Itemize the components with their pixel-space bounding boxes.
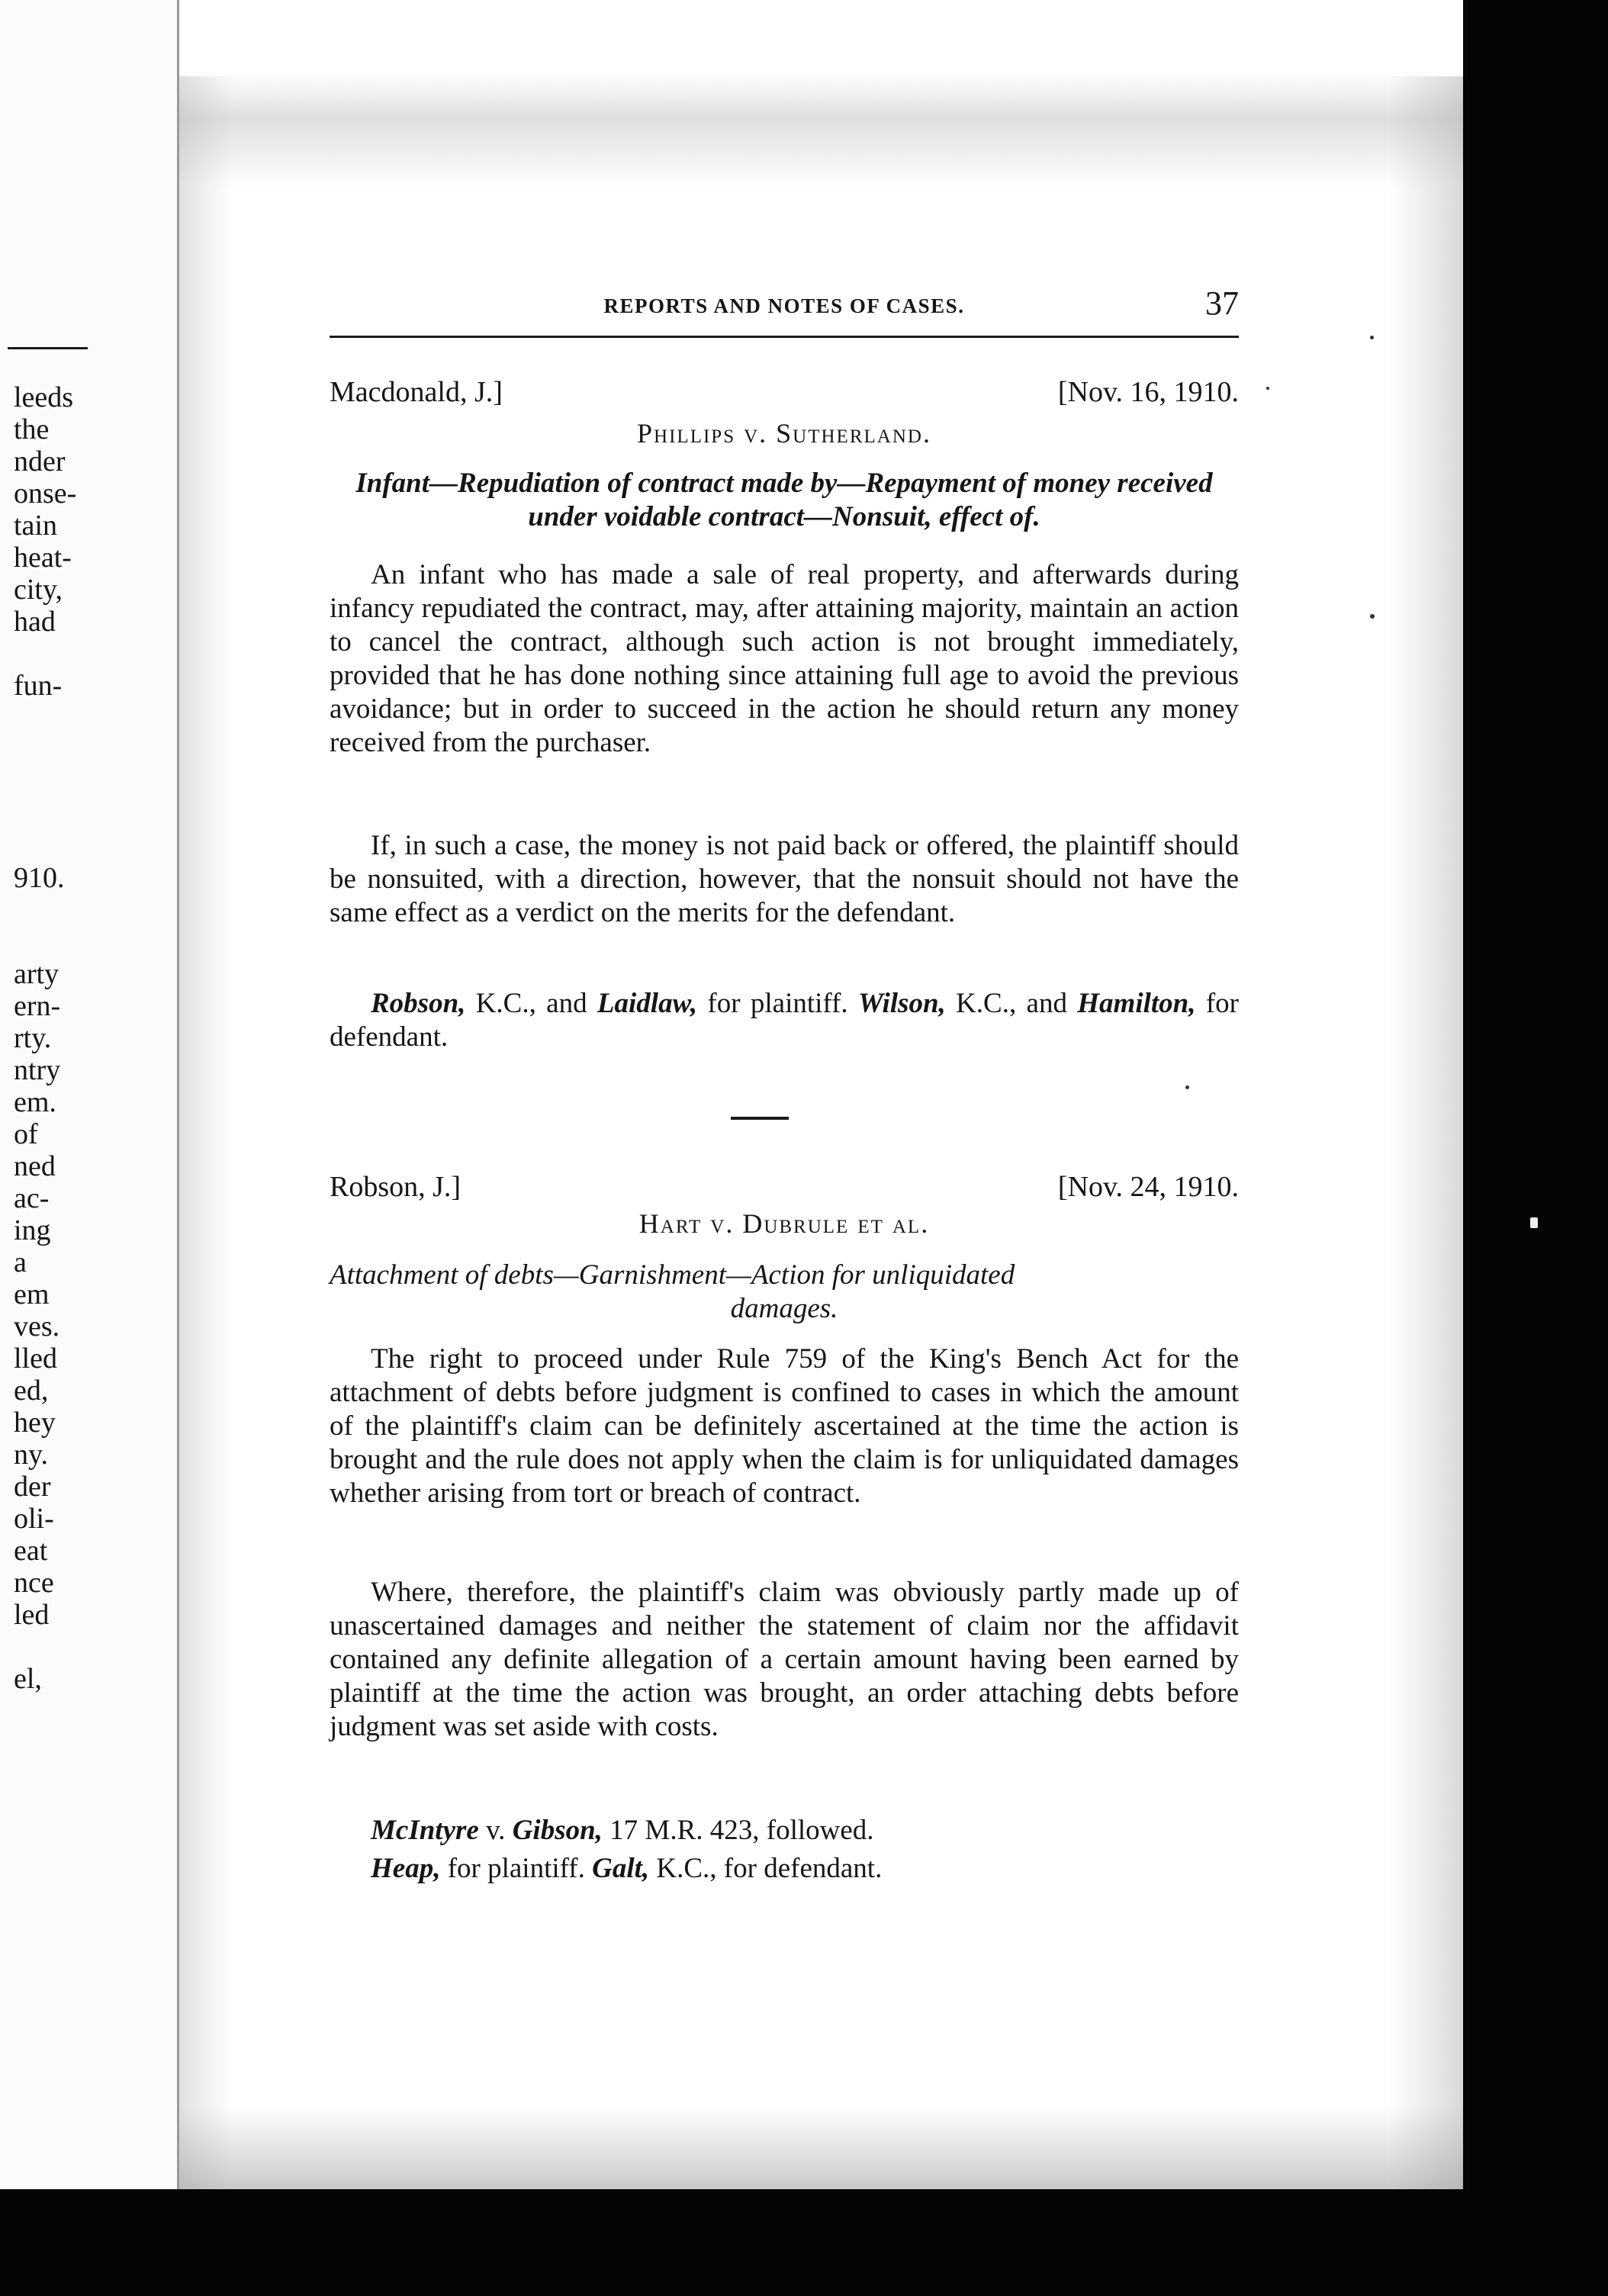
counsel-name: Galt, — [592, 1853, 650, 1884]
case2-counsel — [330, 1852, 1239, 1886]
facing-page-fragment: led — [14, 1599, 50, 1631]
facing-page-rule — [8, 347, 88, 349]
facing-page-fragment: ac- — [14, 1182, 50, 1214]
case2-title: Hart v. Dubrule et al. — [638, 1208, 930, 1239]
case2-paragraph-1: The right to proceed under Rule 759 of the King's Bench Act for the attachment of debts before judgment is confined to cases in which the amount of the plaintiff's claim can be definitely ascertained at the time the action is brought and the rule does not apply when the claim is for unliquidated damages whether arising from tort or breach of contract. — [330, 1343, 1239, 1509]
citation-name: McIntyre — [371, 1815, 479, 1846]
facing-page-fragment: of — [14, 1118, 38, 1150]
scan-speck — [1185, 1085, 1189, 1089]
facing-page-fragment: heat- — [14, 542, 72, 574]
citation-text: v. — [478, 1815, 513, 1846]
facing-page-fragment: onse- — [14, 478, 77, 510]
facing-page-fragment: lled — [14, 1343, 57, 1375]
facing-page-fragment: the — [14, 413, 50, 445]
facing-page-fragment: leeds — [14, 381, 74, 413]
facing-page-fragment: der — [14, 1471, 51, 1503]
case1-date: [Nov. 16, 1910. — [1057, 376, 1239, 408]
facing-page-fragment: tain — [14, 510, 57, 542]
facing-page-fragment: nder — [14, 445, 66, 478]
facing-page-fragment: em — [14, 1278, 50, 1310]
facing-page-fragment: ed, — [14, 1375, 49, 1407]
facing-page-fragment: oli- — [14, 1503, 54, 1535]
facing-page-fragment: fun- — [14, 670, 63, 702]
case1-headnote: Infant—Repudiation of contract made by—Repayment of money received under voidable contract—Nonsuit, effect of. — [355, 468, 1213, 532]
counsel-name: Laidlaw, — [597, 988, 698, 1019]
page-edge-shading — [1388, 76, 1463, 2189]
facing-page-fragment: ves. — [14, 1310, 60, 1343]
counsel-text: for plaintiff. — [697, 988, 858, 1019]
facing-page-fragment: em. — [14, 1086, 56, 1118]
page-bottom-shading — [179, 2105, 1463, 2189]
case2-headnote-line-1: Attachment of debts—Garnishment—Action for unliquidated — [330, 1259, 1015, 1291]
scan-border-bottom — [0, 2189, 1608, 2296]
running-head-rule — [330, 336, 1239, 338]
facing-page-fragment: 910. — [14, 862, 65, 894]
counsel-text: K.C., and — [945, 988, 1078, 1019]
case2-date: [Nov. 24, 1910. — [1057, 1171, 1239, 1203]
page-top-shading — [179, 72, 1463, 187]
facing-page-fragment: ny. — [14, 1439, 49, 1471]
case1-paragraph-2: If, in such a case, the money is not paid back or offered, the plaintiff should be nonsuited, with a direction, however, that the nonsuit should not have the same effect as a verdict on the merits for the defendant. — [330, 830, 1239, 928]
case2-citation — [330, 1814, 1239, 1847]
case1-title: Phillips v. Sutherland. — [637, 418, 931, 449]
facing-page-fragment: ned — [14, 1150, 56, 1182]
facing-page-fragment: hey — [14, 1407, 56, 1439]
facing-page-fragment: ern- — [14, 990, 61, 1022]
facing-page-fragment: ntry — [14, 1054, 61, 1086]
case1-judge: Macdonald, J.] — [330, 376, 503, 408]
case2-paragraph-2: Where, therefore, the plaintiff's claim was obviously partly made up of unascertained damages and neither the statement of claim nor the affidavit contained any definite allegation of a certain amount having been earned by plaintiff at the time the action was brought, an order attaching debts before judgment was set aside with costs. — [330, 1577, 1239, 1742]
case2-headnote-line-2: damages. — [730, 1293, 838, 1324]
scan-speck — [1370, 614, 1375, 619]
facing-page-strip — [0, 0, 179, 2197]
case1-judge-line — [330, 375, 1239, 410]
counsel-name: Heap, — [371, 1853, 441, 1884]
counsel-text: K.C., and — [465, 988, 597, 1019]
facing-page-fragment: el, — [14, 1663, 42, 1695]
scan-border-right — [1463, 0, 1608, 2296]
counsel-name: Hamilton, — [1077, 988, 1196, 1019]
facing-page-fragment: a — [14, 1246, 27, 1278]
case2-judge-line — [330, 1170, 1239, 1205]
counsel-text: for defendant. — [330, 988, 1239, 1053]
case1-counsel — [330, 987, 1239, 1054]
facing-page-fragment: had — [14, 606, 56, 638]
case2-judge: Robson, J.] — [330, 1171, 461, 1203]
citation-name: Gibson, — [512, 1815, 603, 1846]
counsel-name: Robson, — [371, 988, 466, 1019]
facing-page-fragment: nce — [14, 1567, 54, 1599]
scan-speck — [1530, 1217, 1538, 1228]
counsel-name: Wilson, — [857, 988, 946, 1019]
running-head — [330, 284, 1239, 330]
facing-page-fragment: eat — [14, 1535, 48, 1567]
citation-text: 17 M.R. 423, followed. — [602, 1815, 874, 1846]
facing-page-fragment: ing — [14, 1214, 51, 1246]
facing-page-fragment: arty — [14, 958, 59, 990]
facing-page-fragment: city, — [14, 574, 63, 606]
scan-speck — [1370, 336, 1374, 339]
counsel-text: K.C., for defendant. — [649, 1853, 883, 1884]
counsel-text: for plaintiff. — [440, 1853, 593, 1884]
facing-page-fragment: rty. — [14, 1022, 52, 1054]
scan-speck — [1266, 387, 1269, 390]
running-head-title: REPORTS AND NOTES OF CASES. — [603, 294, 965, 317]
page-gutter-shading — [179, 76, 233, 2189]
case-separator-rule — [731, 1117, 789, 1120]
page-number: 37 — [1205, 285, 1239, 322]
case1-paragraph-1: An infant who has made a sale of real property, and afterwards during infancy repudiated the contract, may, after attaining majority, maintain an action to cancel the contract, although such action is not brought immediately, provided that he has done nothing since attaining full age to avoid the previous avoidance; but in order to succeed in the action he should return any money received from the purchaser. — [330, 559, 1239, 758]
